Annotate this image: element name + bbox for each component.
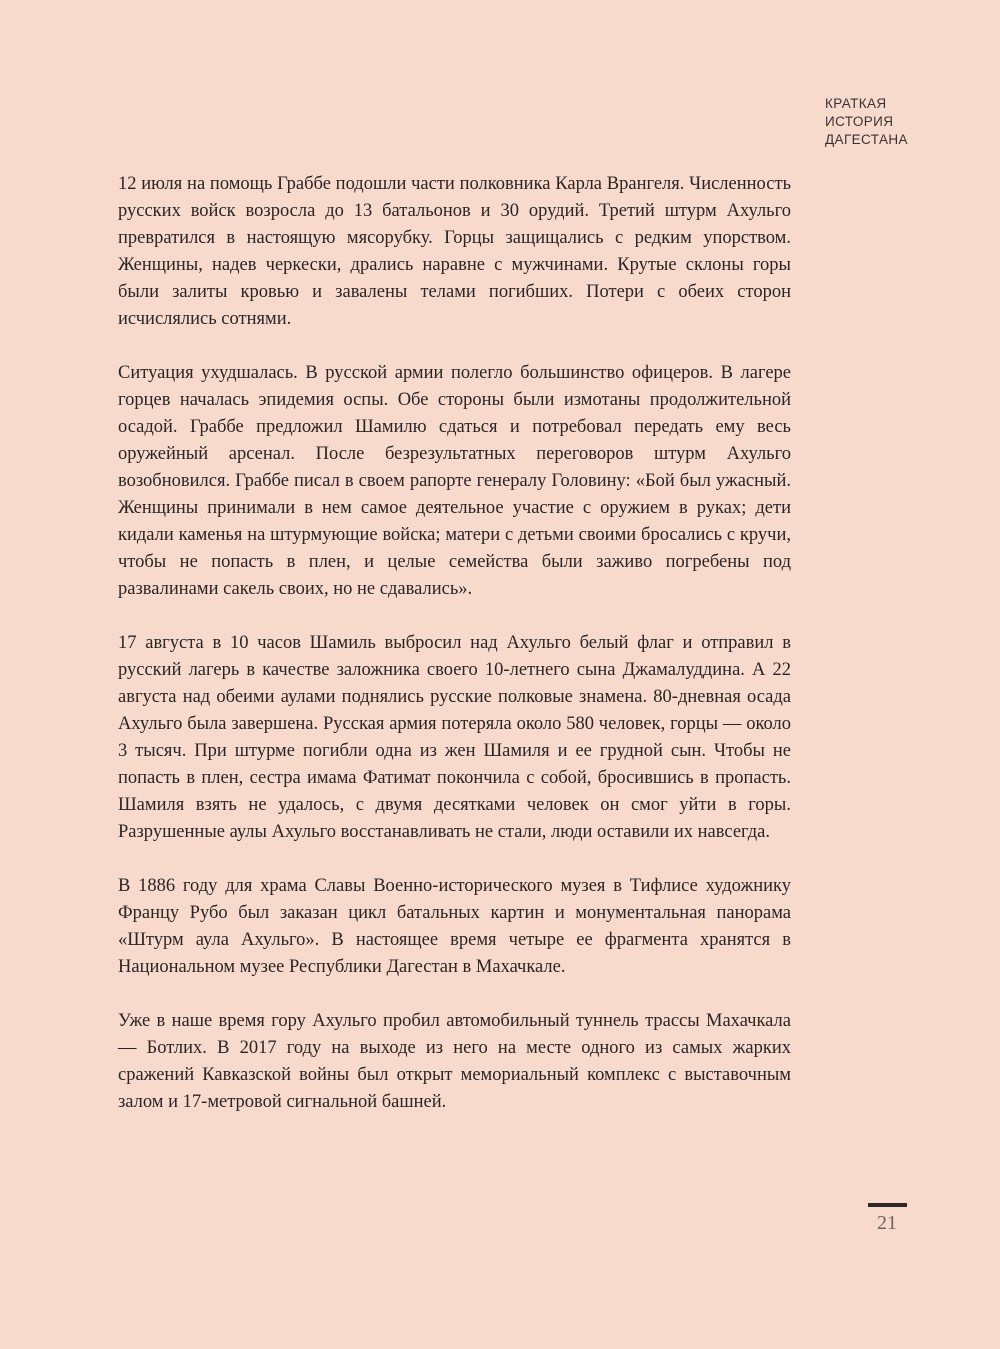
- paragraph-1: 12 июля на помощь Граббе подошли части полковника Карла Врангеля. Численность русских войск возросла до 13 батальонов и 30 орудий. Третий штурм Ахульго превратился в настоящую мясорубку. Горцы защищались с редким упорством. Женщины, надев черкески, дрались наравне с мужчинами. Крутые склоны горы были залиты кровью и завалены телами погибших. Потери с обеих сторон исчислялись сотнями.: [118, 174, 791, 329]
- running-head-line-3: ДАГЕСТАНА: [825, 132, 908, 147]
- paragraph-2: Ситуация ухудшалась. В русской армии полегло большинство офицеров. В лагере горцев началась эпидемия оспы. Обе стороны были измотаны продолжительной осадой. Граббе предложил Шамилю сдаться и потребовал передать ему весь оружейный арсенал. После безрезультатных переговоров штурм Ахульго возобновился. Граббе писал в своем рапорте генералу Головину: «Бой был ужасный. Женщины принимали в нем самое деятельное участие с оружием в руках; дети кидали каменья на штурмующие войска; матери с детьми своими бросались с кручи, чтобы не попасть в плен, и целые семейства были заживо погребены под развалинами сакель своих, но не сдавались».: [118, 363, 791, 599]
- paragraph-5: Уже в наше время гору Ахульго пробил автомобильный туннель трассы Махачкала — Ботлих. В 2017 году на выходе из него на месте одного из самых жарких сражений Кавказской войны был открыт мемориальный комплекс с выставочным залом и 17-метровой сигнальной башней.: [118, 1011, 791, 1112]
- paragraph-3: 17 августа в 10 часов Шамиль выбросил над Ахульго белый флаг и отправил в русский лагерь в качестве заложника своего 10-летнего сына Джамалуддина. А 22 августа над обеими аулами поднялись русские полковые знамена. 80-дневная осада Ахульго была завершена. Русская армия потеряла около 580 человек, горцы — около 3 тысяч. При штурме погибли одна из жен Шамиля и ее грудной сын. Чтобы не попасть в плен, сестра имама Фатимат покончила с собой, бросившись в пропасть. Шамиля взять не удалось, с двумя десятками человек он смог уйти в горы. Разрушенные аулы Ахульго восстанавливать не стали, люди оставили их навсегда.: [118, 633, 791, 842]
- running-head-line-2: ИСТОРИЯ: [825, 114, 894, 129]
- body-text: [118, 171, 791, 1143]
- running-head: [825, 95, 985, 149]
- paragraph-4: В 1886 году для храма Славы Военно-исторического музея в Тифлисе художнику Францу Рубо был заказан цикл батальных картин и монументальная панорама «Штурм аула Ахульго». В настоящее время четыре ее фрагмента хранятся в Национальном музее Республики Дагестан в Махачкале.: [118, 876, 791, 977]
- running-head-line-1: КРАТКАЯ: [825, 96, 887, 111]
- folio-rule: [868, 1203, 907, 1207]
- page-number: 21: [877, 1212, 897, 1234]
